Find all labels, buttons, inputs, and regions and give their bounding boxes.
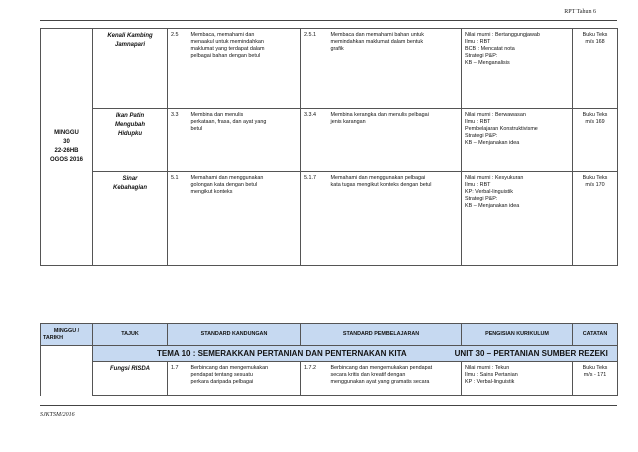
header-notes: CATATAN <box>573 324 618 346</box>
topic-line: Jamnapari <box>114 42 145 48</box>
topic-line: Hidupku <box>118 131 142 137</box>
sk-line: Membaca, memahami dan <box>190 32 255 38</box>
sk-text <box>188 362 301 396</box>
sp-line: Berbincang dan mengemukakan pendapat <box>330 365 433 371</box>
sk-line: menaakul untuk memindahkan <box>190 39 264 45</box>
sp-line: memindahkan maklumat dalam bentuk <box>330 39 424 45</box>
topic-line: Mengubah <box>115 122 145 128</box>
sk-line: golongan kata dengan betul <box>190 182 258 188</box>
table-row <box>41 172 618 266</box>
notes-line: m/s 170 <box>585 182 605 188</box>
curriculum-line: Strategi P&P: <box>465 53 498 59</box>
sk-line: perkataan, frasa, dan ayat yang <box>190 119 267 125</box>
header-week-line: MINGGU / <box>53 327 80 334</box>
curriculum-line: Strategi P&P: <box>465 133 498 139</box>
curriculum-line: KB – Menjanakan idea <box>465 140 520 146</box>
sk-line: Membina dan menulis <box>190 112 244 118</box>
curriculum-line: Nilai murni : Kesyukuran <box>465 175 524 181</box>
sk-text <box>188 109 301 172</box>
header-week <box>41 324 93 346</box>
curriculum-line: Nilai murni : Bertanggungjawab <box>465 32 540 38</box>
curriculum-cell <box>462 172 573 266</box>
sk-number: 2.5 <box>168 29 188 109</box>
curriculum-line: Ilmu : RBT <box>465 182 491 188</box>
notes-cell <box>573 172 618 266</box>
header-curriculum: PENGISIAN KURIKULUM <box>462 324 573 346</box>
notes-line: Buku Teks <box>582 32 608 38</box>
sk-line: pelbagai bahan dengan betul <box>190 53 261 59</box>
sp-text <box>328 362 462 396</box>
notes-cell <box>573 109 618 172</box>
curriculum-line: KP: Verbal-linguistik <box>465 189 513 195</box>
week-month-year: OGOS 2016 <box>49 157 84 163</box>
header-week-line: TARIKH <box>43 334 63 341</box>
sk-line: pendapat tentang sesuatu <box>190 372 253 378</box>
week-label: MINGGU <box>54 130 79 136</box>
sp-line: Membaca dan memahami bahan untuk <box>330 32 424 38</box>
sk-text <box>188 29 301 109</box>
notes-cell <box>573 362 618 396</box>
topic-cell <box>93 29 168 109</box>
sp-line: kata tugas mengikut konteks dengan betul <box>330 182 432 188</box>
sk-line: betul <box>190 126 203 132</box>
sp-number: 1.7.2 <box>301 362 328 396</box>
topic-line: Ikan Patin <box>115 113 145 119</box>
curriculum-line: KB – Menjanakan idea <box>465 203 520 209</box>
header-content-standard: STANDARD KANDUNGAN <box>168 324 301 346</box>
curriculum-line: Strategi P&P: <box>465 196 498 202</box>
week-cell <box>41 29 93 266</box>
notes-cell <box>573 29 618 109</box>
sp-line: secara kritis dan kreatif dengan <box>330 372 406 378</box>
theme-banner <box>93 346 618 362</box>
sp-line: grafik <box>330 46 344 52</box>
sp-number: 2.5.1 <box>301 29 328 109</box>
sk-number: 1.7 <box>168 362 188 396</box>
curriculum-line: KP : Verbal-linguistik <box>465 379 515 385</box>
curriculum-line: Nilai murni : Tekun <box>465 365 510 371</box>
header-doc-label: RPT Tahun 6 <box>564 9 596 15</box>
theme-row <box>41 346 618 362</box>
sk-line: mengikut konteks <box>190 189 233 195</box>
sp-text <box>328 109 462 172</box>
theme-title: TEMA 10 : SEMERAKKAN PERTANIAN DAN PENTERNAKAN KITA <box>157 349 407 358</box>
sp-line: jenis karangan <box>330 119 366 125</box>
table-row <box>41 362 618 396</box>
curriculum-line: Nilai murni : Berwawasan <box>465 112 526 118</box>
header-topic: TAJUK <box>93 324 168 346</box>
lesson-plan-table-theme-10 <box>40 323 618 396</box>
sp-text <box>328 29 462 109</box>
sp-line: Memahami dan menggunakan pelbagai <box>330 175 426 181</box>
curriculum-line: Pembelajaran Konstruktivisme <box>465 126 538 132</box>
notes-line: m/s 169 <box>585 119 605 125</box>
table-row <box>41 29 618 109</box>
sp-line: Membina kerangka dan menulis pelbagai <box>330 112 429 118</box>
sk-line: Berbincang dan mengemukakan <box>190 365 269 371</box>
sp-number: 3.3.4 <box>301 109 328 172</box>
sk-line: Memahami dan menggunakan <box>190 175 264 181</box>
sp-line: menggunakan ayat yang gramatis secara <box>330 379 430 385</box>
sp-text <box>328 172 462 266</box>
sp-number: 5.1.7 <box>301 172 328 266</box>
curriculum-cell <box>462 29 573 109</box>
unit-title: UNIT 30 – PERTANIAN SUMBER REZEKI <box>454 349 608 358</box>
week-cell-empty <box>41 346 93 396</box>
footer-rule <box>40 405 617 406</box>
curriculum-line: Ilmu : RBT <box>465 119 491 125</box>
topic-cell: Fungsi RISDA <box>93 362 168 396</box>
table-row <box>41 109 618 172</box>
notes-line: m/s - 171 <box>583 372 607 378</box>
sk-number: 3.3 <box>168 109 188 172</box>
topic-line: Kenali Kambing <box>107 33 153 39</box>
curriculum-line: Ilmu : RBT <box>465 39 491 45</box>
header-learning-standard: STANDARD PEMBELAJARAN <box>301 324 462 346</box>
curriculum-line: Ilmu : Sains Pertanian <box>465 372 518 378</box>
curriculum-cell <box>462 362 573 396</box>
week-date-range: 22-26HB <box>54 148 79 154</box>
week-number: 30 <box>63 139 70 145</box>
header-rule <box>40 20 617 21</box>
notes-line: Buku Teks <box>582 175 608 181</box>
sk-number: 5.1 <box>168 172 188 266</box>
sk-line: maklumat yang terdapat dalam <box>190 46 265 52</box>
topic-line: Sinar <box>122 176 138 182</box>
notes-line: Buku Teks <box>582 112 608 118</box>
header-row <box>41 324 618 346</box>
topic-cell <box>93 172 168 266</box>
topic-cell <box>93 109 168 172</box>
footer-label: SJKTSM/2016 <box>40 412 75 418</box>
curriculum-line: BCB : Mencatat nota <box>465 46 515 52</box>
curriculum-cell <box>462 109 573 172</box>
curriculum-line: KB – Menganalisis <box>465 60 510 66</box>
sk-line: perkara daripada pelbagai <box>190 379 254 385</box>
sk-text <box>188 172 301 266</box>
notes-line: m/s 168 <box>585 39 605 45</box>
notes-line: Buku Teks <box>582 365 608 371</box>
topic-line: Kebahagian <box>112 185 147 191</box>
lesson-plan-table-week-30 <box>40 28 618 266</box>
